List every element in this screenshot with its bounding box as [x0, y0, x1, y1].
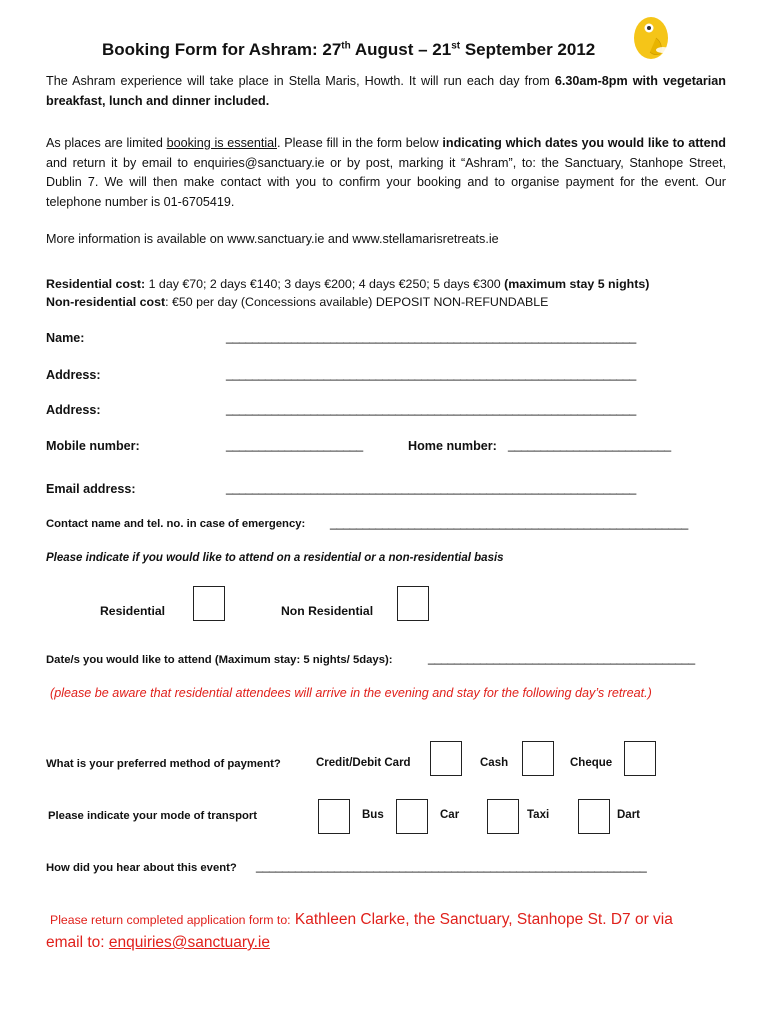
- more-info-text: More information is available on www.sanctuary.ie and www.stellamarisretreats.ie: [46, 232, 499, 246]
- emergency-contact-label: Contact name and tel. no. in case of emergency:: [46, 518, 306, 530]
- intro-paragraph: The Ashram experience will take place in Stella Maris, Howth. It will run each day from 6.30am-8pm with vegetarian breakfast, lunch and dinner included.: [46, 74, 726, 108]
- non-residential-cost: Non-residential cost: €50 per day (Concessions available) DEPOSIT NON-REFUNDABLE: [46, 295, 549, 309]
- payment-cash-checkbox[interactable]: [522, 741, 554, 776]
- return-email-link[interactable]: enquiries@sanctuary.ie: [108, 934, 270, 951]
- transport-car-checkbox[interactable]: [396, 799, 428, 834]
- hear-field[interactable]: ____________________________________________________________: [256, 859, 647, 873]
- payment-option-cash-label: Cash: [480, 757, 509, 769]
- home-label: Home number:: [408, 439, 497, 453]
- transport-dart-checkbox[interactable]: [578, 799, 610, 834]
- transport-taxi-label: Taxi: [527, 809, 550, 821]
- mobile-field[interactable]: _____________________: [226, 438, 363, 452]
- hear-label: How did you hear about this event?: [46, 862, 237, 874]
- email-label: Email address:: [46, 482, 136, 496]
- payment-option-cheque-label: Cheque: [570, 757, 613, 769]
- residential-label: Residential: [100, 604, 166, 618]
- address-field-1[interactable]: _______________________________________________________________: [226, 367, 636, 381]
- booking-instructions: As places are limited booking is essential. Please fill in the form below indicating which dates you would like to attend and return it by email to enquiries@sanctuary.ie or by post, marking it “Ashram”, to: the Sanctuary, Stanhope Street, Dublin 7. We will then make contact with you to confirm your booking and to organise payment for the event. Our telephone number is 01-6705419.: [46, 136, 726, 209]
- email-field[interactable]: _______________________________________________________________: [226, 481, 636, 495]
- address-label: Address:: [46, 368, 101, 382]
- name-label: Name:: [46, 331, 85, 345]
- payment-question: What is your preferred method of payment?: [46, 758, 281, 770]
- address-label-2: Address:: [46, 403, 101, 417]
- sanctuary-logo-icon: [630, 14, 672, 60]
- transport-taxi-checkbox[interactable]: [487, 799, 519, 834]
- address-field-2[interactable]: _______________________________________________________________: [226, 402, 636, 416]
- dates-field[interactable]: _________________________________________: [428, 651, 695, 665]
- residential-note: (please be aware that residential attendees will arrive in the evening and stay for the following day’s retreat.): [50, 686, 652, 700]
- home-field[interactable]: _________________________: [508, 438, 671, 452]
- mobile-label: Mobile number:: [46, 439, 140, 453]
- payment-option-card-label: Credit/Debit Card: [316, 757, 411, 769]
- transport-bus-checkbox[interactable]: [318, 799, 350, 834]
- name-field[interactable]: _______________________________________________________________: [226, 330, 636, 344]
- residential-cost: Residential cost: 1 day €70; 2 days €140; 3 days €200; 4 days €250; 5 days €300 (maximum stay 5 nights): [46, 277, 650, 291]
- dates-label: Date/s you would like to attend (Maximum stay: 5 nights/ 5days):: [46, 654, 393, 666]
- transport-bus-label: Bus: [362, 809, 384, 821]
- return-email-line: email to: enquiries@sanctuary.ie: [46, 934, 270, 951]
- payment-cheque-checkbox[interactable]: [624, 741, 656, 776]
- transport-dart-label: Dart: [617, 809, 641, 821]
- non-residential-label: Non Residential: [281, 604, 374, 618]
- non-residential-checkbox[interactable]: [397, 586, 429, 621]
- emergency-contact-field[interactable]: _______________________________________________________: [330, 516, 688, 530]
- transport-question: Please indicate your mode of transport: [48, 810, 258, 822]
- residential-checkbox[interactable]: [193, 586, 225, 621]
- page-title: Booking Form for Ashram: 27th August – 21st September 2012: [102, 40, 596, 59]
- transport-car-label: Car: [440, 809, 460, 821]
- return-instructions: Please return completed application form to: Kathleen Clarke, the Sanctuary, Stanhope St. D7 or via: [50, 911, 673, 928]
- payment-card-checkbox[interactable]: [430, 741, 462, 776]
- basis-question: Please indicate if you would like to attend on a residential or a non-residential basis: [46, 552, 504, 564]
